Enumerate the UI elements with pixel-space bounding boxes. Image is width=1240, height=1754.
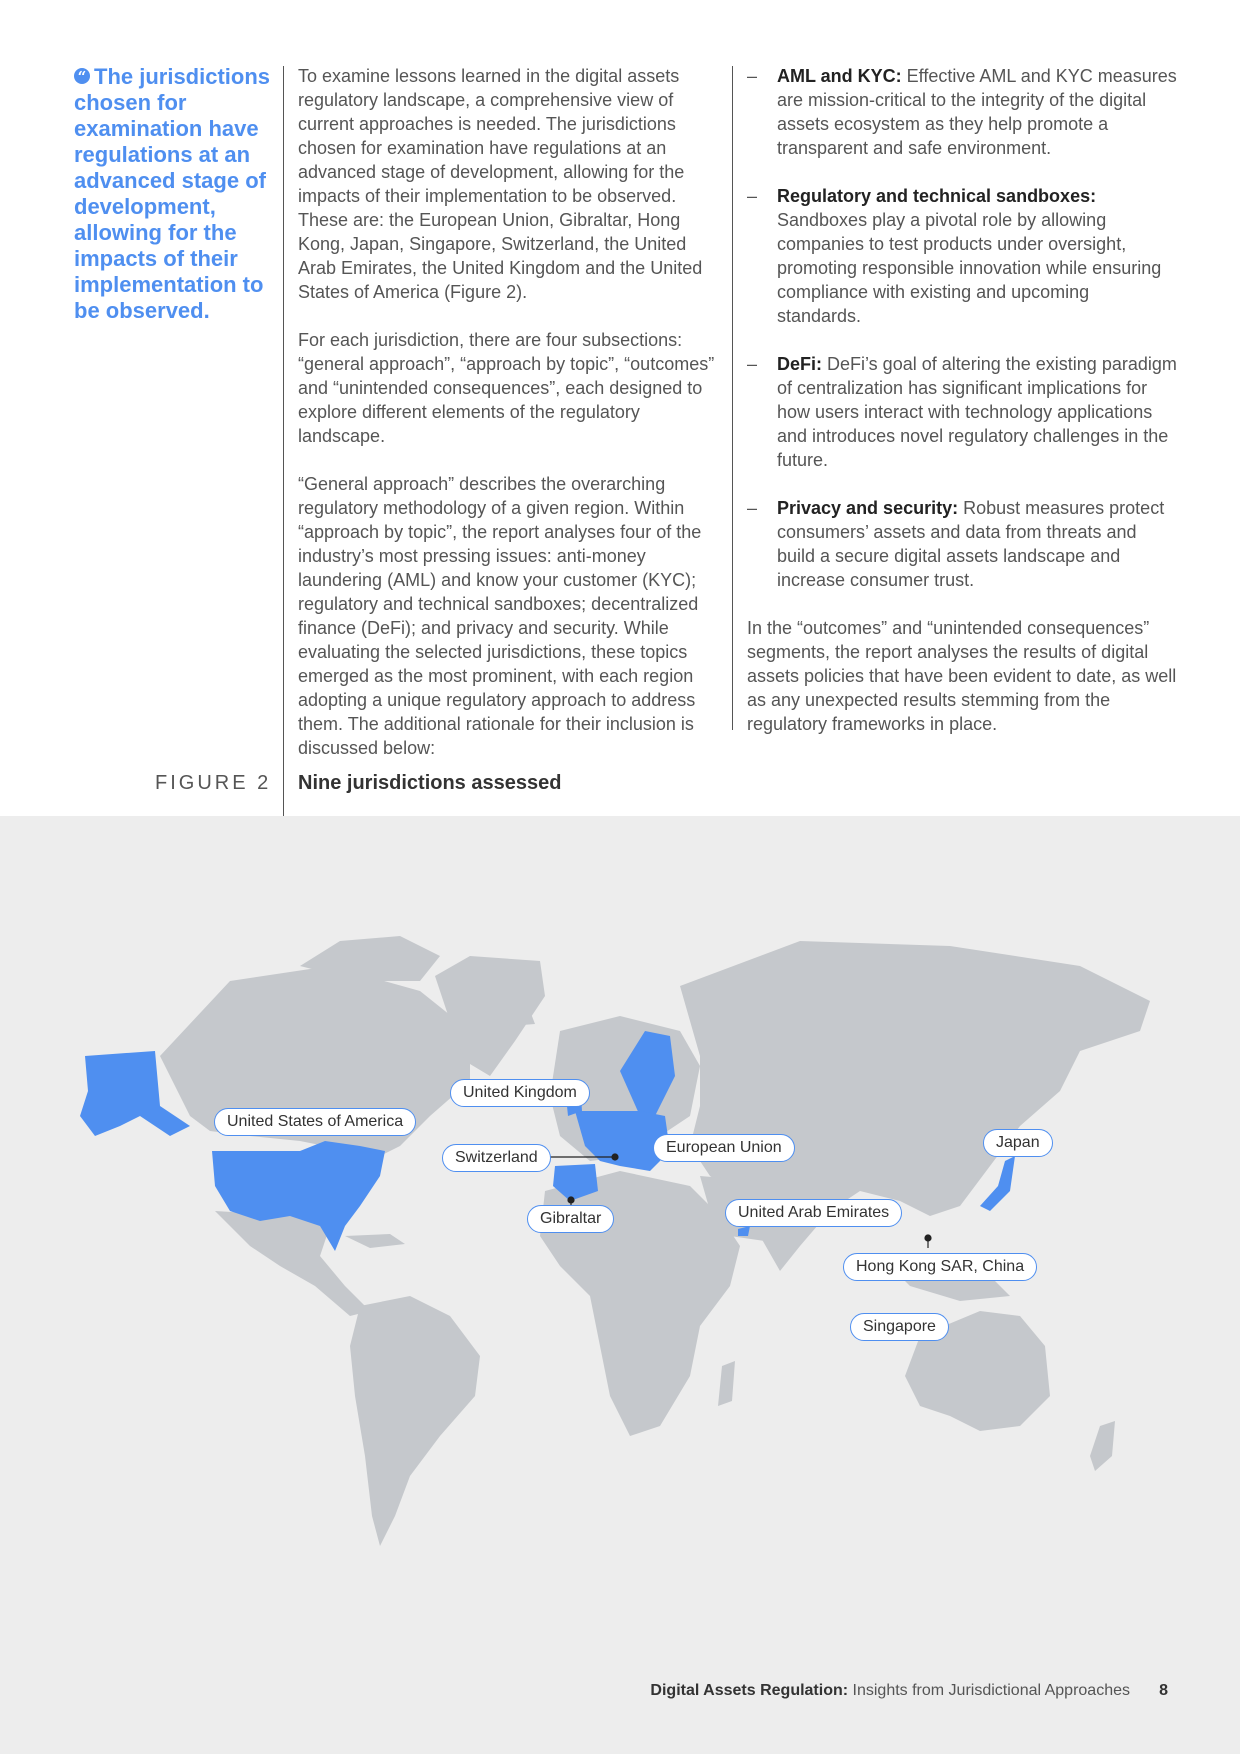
bullet-text: Robust measures protect consumers’ assets and data from threats and build a secure digital assets landscape and increase consumer trust. xyxy=(777,498,1165,590)
bullet-text: DeFi’s goal of altering the existing paradigm of centralization has significant implications for how users interact with technology applications and introduces novel regulatory challenges in the future. xyxy=(777,354,1177,470)
bullet-title: Privacy and security: xyxy=(777,498,959,518)
new-zealand-land xyxy=(1090,1421,1115,1471)
bullet-title: AML and KYC: xyxy=(777,66,902,86)
bullet-text: Effective AML and KYC measures are mission-critical to the integrity of the digital assets ecosystem as they help promote a transparent and safe environment. xyxy=(777,66,1177,158)
quote-icon: “ xyxy=(74,68,90,84)
page-footer xyxy=(0,1682,1240,1754)
bullet-title: DeFi: xyxy=(777,354,822,374)
bullet-defi: – DeFi: DeFi’s goal of altering the existing paradigm of centralization has significant implications for how users interact with technology applications and introduces novel regulatory challenges in the future. xyxy=(747,354,1177,470)
pull-quote xyxy=(74,64,274,324)
column-divider-right xyxy=(732,66,733,730)
footer-title-rest: Insights from Jurisdictional Approaches xyxy=(848,1682,1130,1699)
label-uk: United Kingdom xyxy=(450,1079,590,1107)
closing-paragraph: In the “outcomes” and “unintended consequences” segments, the report analyses the results of digital assets policies that have been evident to date, as well as any unexpected results stemming from the regulatory frameworks in place. xyxy=(747,618,1177,734)
label-singapore: Singapore xyxy=(850,1313,949,1341)
body-column-2 xyxy=(747,64,1177,760)
label-japan: Japan xyxy=(983,1129,1053,1157)
bullet-title: Regulatory and technical sandboxes: xyxy=(777,186,1097,206)
bullet-aml-kyc: – AML and KYC: Effective AML and KYC measures are mission-critical to the integrity of the digital assets ecosystem as they help promote a transparent and safe environment. xyxy=(747,66,1177,158)
world-map xyxy=(0,816,1240,1754)
world-map-graphic xyxy=(0,816,1240,1754)
caribbean-land xyxy=(345,1234,405,1248)
gibraltar-dot xyxy=(568,1197,574,1203)
label-eu: European Union xyxy=(653,1134,795,1162)
label-usa: United States of America xyxy=(214,1108,416,1136)
body-column-1 xyxy=(298,64,724,784)
south-america-land xyxy=(350,1296,480,1546)
central-america-land xyxy=(215,1211,370,1316)
land-masses xyxy=(160,936,1150,1546)
paragraph: “General approach” describes the overarching regulatory methodology of a given region. Within “approach by topic”, the report analyses four of the industry’s most pressing issues: anti-money laundering (AML) and know your customer (KYC); regulatory and technical sandboxes; decentralized finance (DeFi); and privacy and security. While evaluating the selected jurisdictions, these topics emerged as the most prominent, with each region adopting a unique regulatory approach to address them. The additional rationale for their inclusion is discussed below: xyxy=(298,474,702,758)
figure-label: FIGURE 2 xyxy=(155,772,272,794)
pull-quote-text: The jurisdictions chosen for examination have regulations at an advanced stage of development, allowing for the impacts of their implementation to be observed. xyxy=(74,64,271,323)
footer-title-bold: Digital Assets Regulation: xyxy=(650,1682,849,1699)
label-uae: United Arab Emirates xyxy=(725,1199,902,1227)
bullet-sandboxes: – Regulatory and technical sandboxes: Sandboxes play a pivotal role by allowing companies to test products under oversight, promoting responsible innovation while ensuring compliance with existing and upcoming standards. xyxy=(747,186,1162,326)
label-switzerland: Switzerland xyxy=(442,1144,551,1172)
madagascar-land xyxy=(718,1361,735,1406)
switzerland-dot xyxy=(612,1154,618,1160)
paragraph: To examine lessons learned in the digital assets regulatory landscape, a comprehensive view of current approaches is needed. The jurisdictions chosen for examination have regulations at an advanced stage of development, allowing for the impacts of their implementation to be observed. These are: the European Union, Gibraltar, Hong Kong, Japan, Singapore, Switzerland, the United Arab Emirates, the United Kingdom and the United States of America (Figure 2). xyxy=(298,66,703,302)
paragraph: For each jurisdiction, there are four subsections: “general approach”, “approach by topic”, “outcomes” and “unintended consequences”, each designed to explore different elements of the regulatory landscape. xyxy=(298,330,715,446)
bullet-privacy-security: – Privacy and security: Robust measures protect consumers’ assets and data from threats and build a secure digital assets landscape and increase consumer trust. xyxy=(747,498,1165,590)
bullet-text: Sandboxes play a pivotal role by allowing companies to test products under oversight, promoting responsible innovation while ensuring compliance with existing and upcoming standards. xyxy=(777,210,1162,326)
page-number: 8 xyxy=(1159,1682,1168,1699)
footer-title xyxy=(650,1682,1130,1700)
hongkong-dot xyxy=(925,1235,931,1241)
label-gibraltar: Gibraltar xyxy=(527,1205,614,1233)
figure-title: Nine jurisdictions assessed xyxy=(298,772,562,794)
column-divider-left xyxy=(283,66,284,816)
label-hongkong: Hong Kong SAR, China xyxy=(843,1253,1037,1281)
